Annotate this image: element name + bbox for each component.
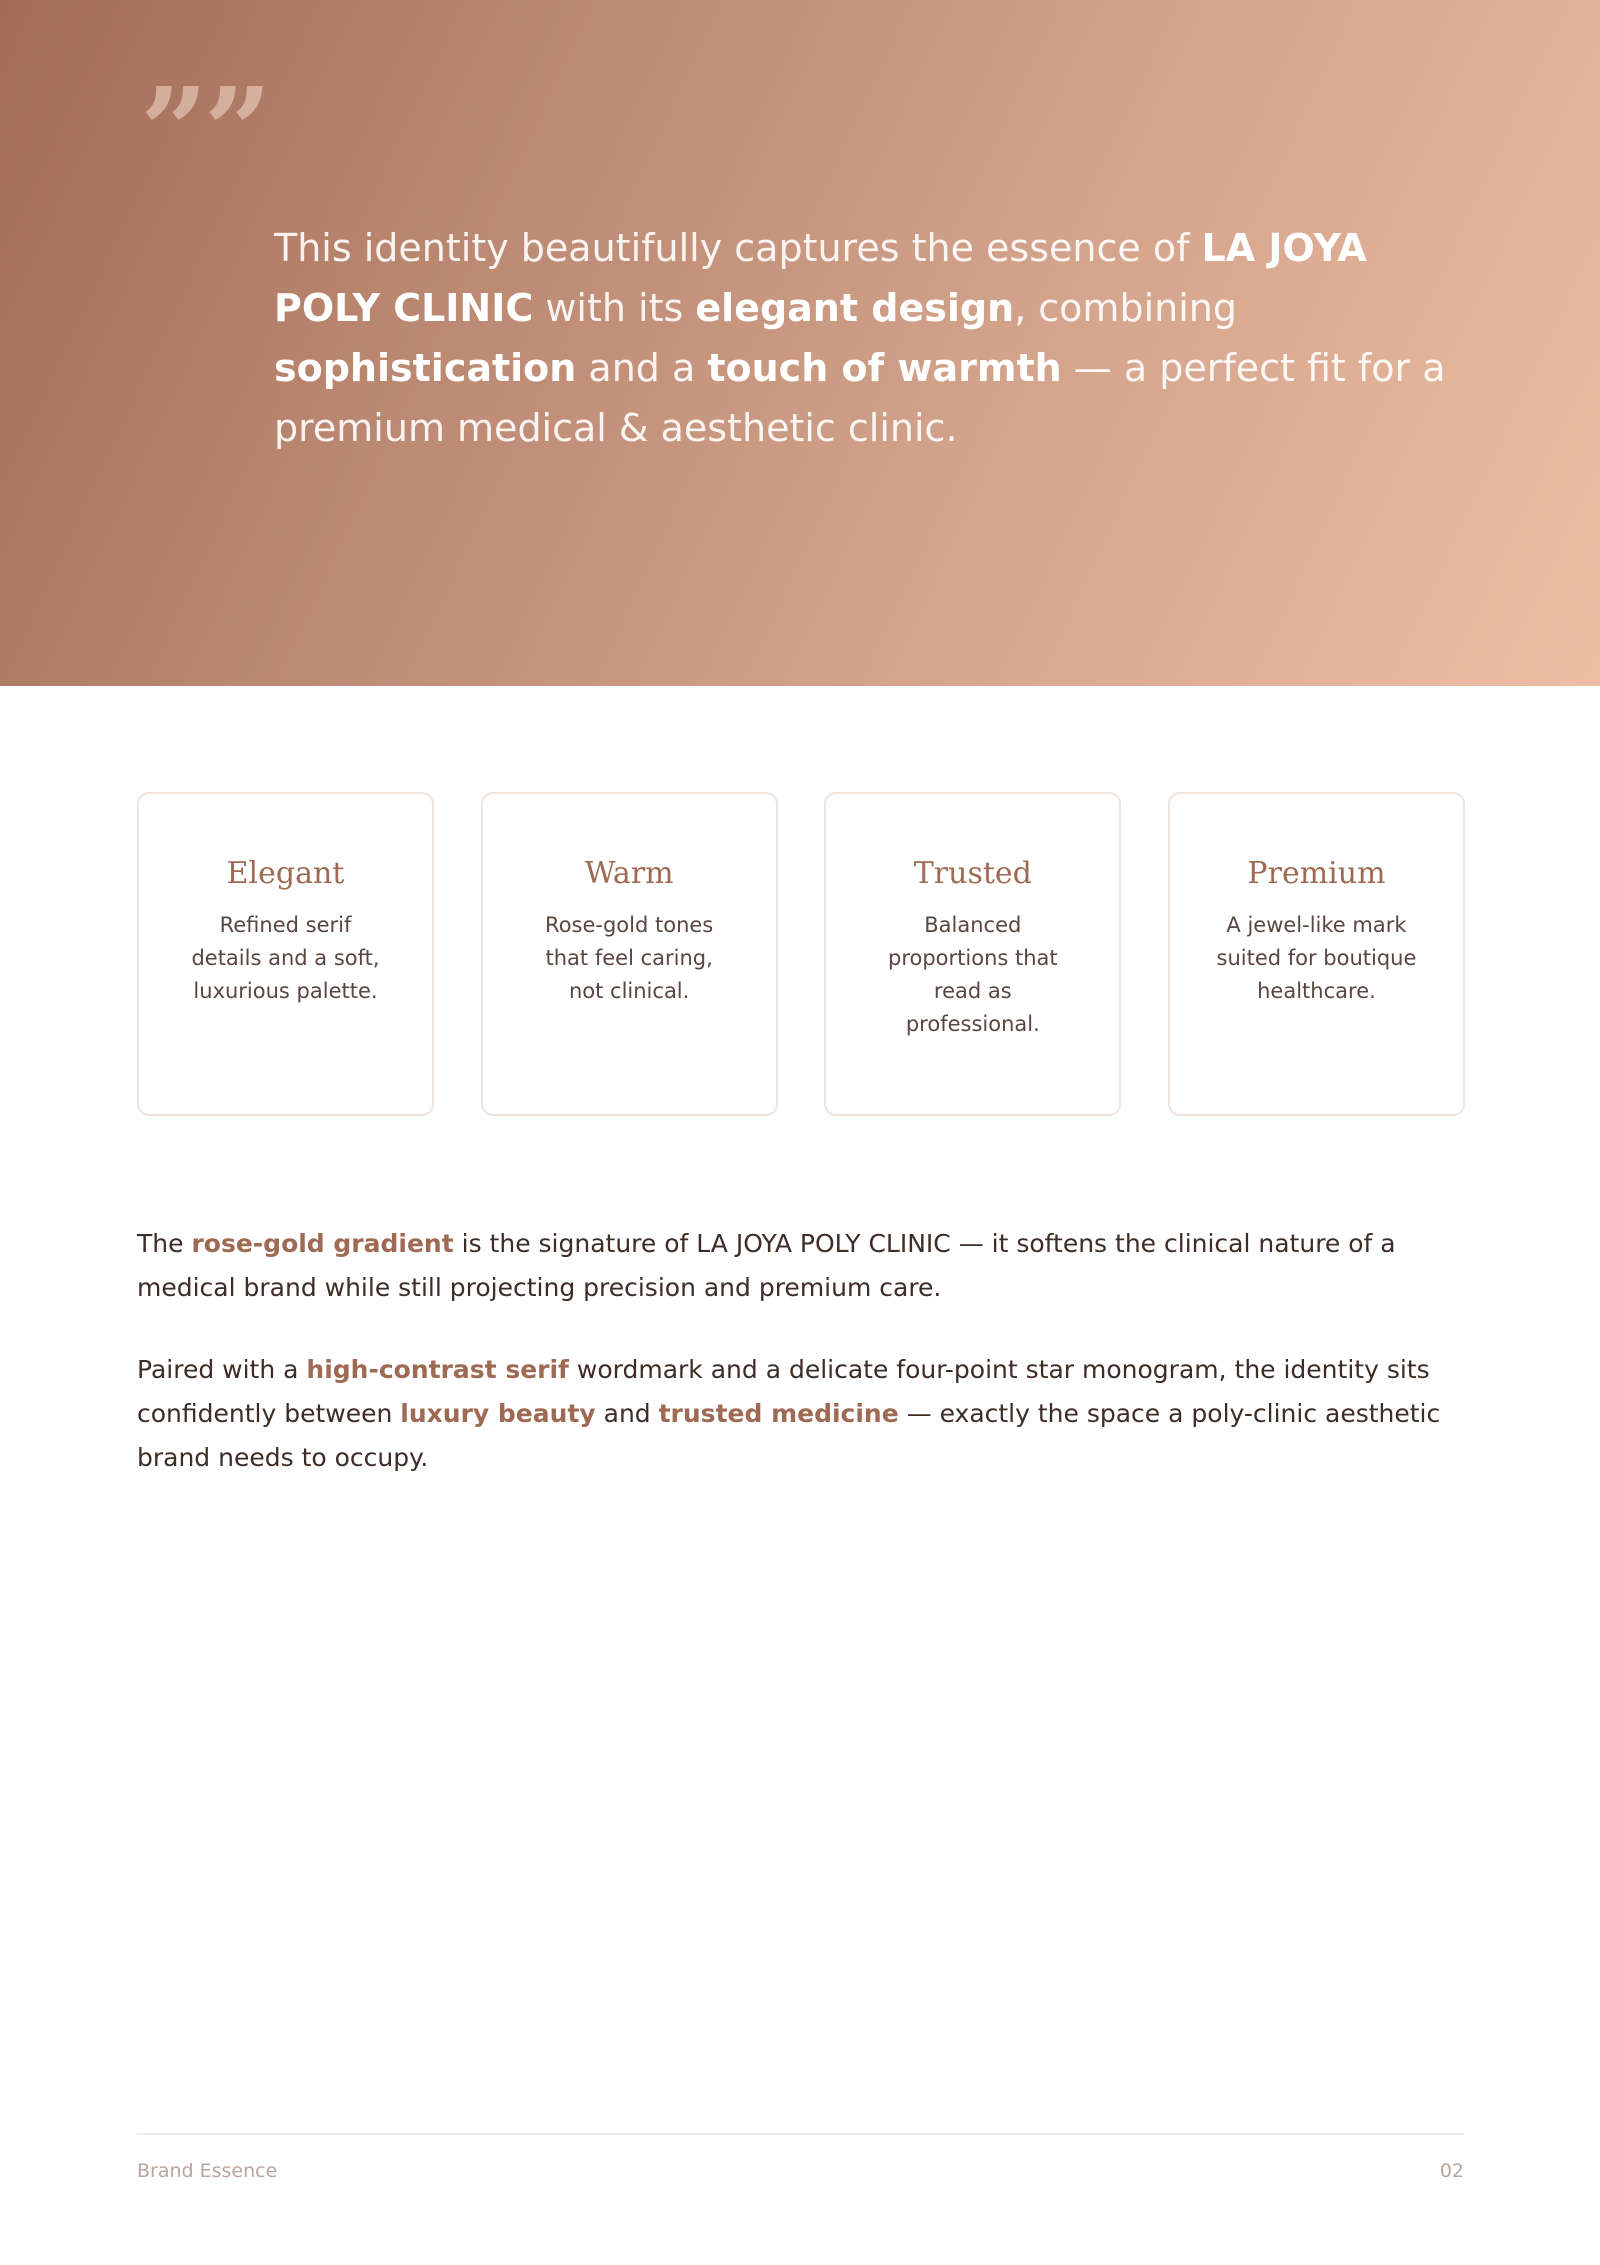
quote-text: with its — [533, 286, 696, 330]
quote-emphasis: LA JOYA POLY CLINIC — [274, 226, 1367, 330]
body-text: — exactly the space a poly-clinic aesthetic brand needs to occupy. — [137, 1399, 1441, 1472]
quote-text: and a — [576, 346, 708, 390]
body-text: and — [595, 1399, 659, 1428]
body-text: The — [137, 1229, 192, 1258]
body-paragraph-1 — [137, 1222, 1467, 1310]
quote-emphasis: sophistication — [274, 346, 577, 390]
card-title: Warm — [584, 856, 674, 891]
highlight-text: luxury beauty — [400, 1399, 596, 1428]
body-text: is the signature of LA JOYA POLY CLINIC — it softens the clinical nature of a medical brand while still projecting precision and premium care. — [137, 1229, 1396, 1302]
card-description: Refined serif details and a soft, luxurious palette. — [191, 913, 380, 1003]
quote-text: , combining — [1014, 286, 1237, 330]
body-text: Paired with a — [137, 1355, 307, 1384]
brand-attribute-cards — [137, 792, 1465, 1116]
attribute-card-warm — [481, 792, 778, 1116]
footer-divider — [137, 2133, 1464, 2135]
card-title: Elegant — [226, 856, 345, 891]
attribute-card-premium — [1168, 792, 1465, 1116]
hero-quote — [274, 218, 1474, 458]
hero-banner — [0, 0, 1600, 686]
body-text: wordmark and a delicate four-point star monogram, the identity sits confidently between — [137, 1355, 1430, 1428]
highlight-text: high-contrast serif — [306, 1355, 569, 1384]
attribute-card-elegant — [137, 792, 434, 1116]
highlight-text: trusted medicine — [658, 1399, 899, 1428]
attribute-card-trusted — [824, 792, 1121, 1116]
footer-page-number: 02 — [1439, 2160, 1464, 2182]
body-paragraph-2 — [137, 1348, 1467, 1480]
quote-text: This identity beautifully captures the essence of — [274, 226, 1202, 270]
card-description: Rose-gold tones that feel caring, not clinical. — [545, 913, 714, 1003]
card-title: Trusted — [913, 856, 1032, 891]
quote-mark-icon: ”” — [140, 61, 268, 200]
highlight-text: rose-gold gradient — [191, 1229, 454, 1258]
footer-section-name: Brand Essence — [137, 2160, 278, 2182]
card-description: A jewel-like mark suited for boutique healthcare. — [1216, 913, 1417, 1003]
quote-emphasis: touch of warmth — [707, 346, 1062, 390]
quote-emphasis: elegant design — [695, 286, 1015, 330]
card-description: Balanced proportions that read as professional. — [887, 913, 1058, 1036]
card-title: Premium — [1247, 856, 1386, 891]
quote-text: — a perfect fit for a premium medical & aesthetic clinic. — [274, 346, 1446, 450]
body-copy — [137, 1222, 1467, 1518]
